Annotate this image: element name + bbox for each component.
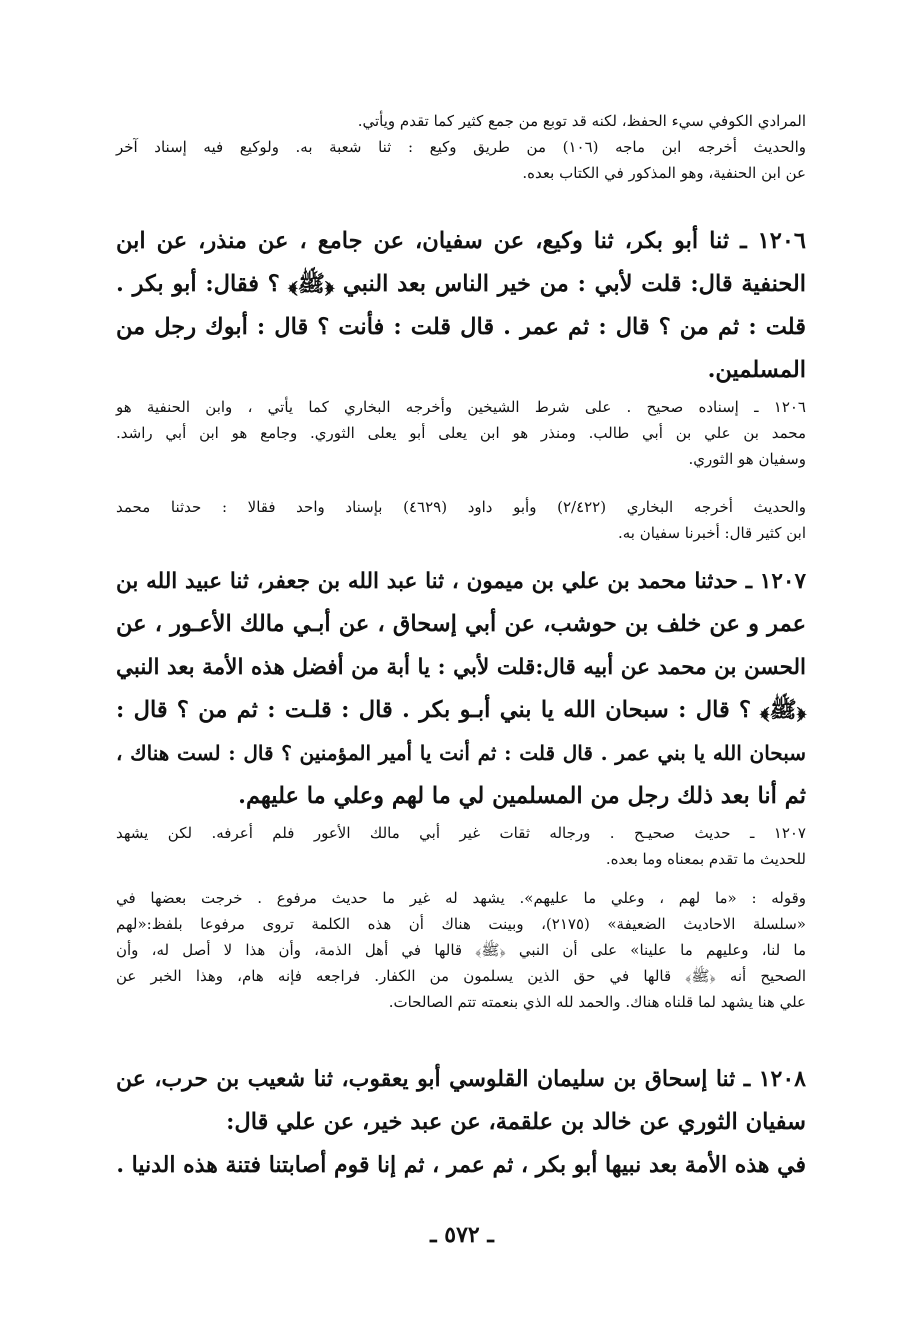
hadith-1207 — [116, 560, 806, 818]
text-line: وقوله : «ما لهم ، وعلي ما عليهم». يشهد له غير ما حديث مرفوع . خرجت بعضها في — [116, 889, 806, 907]
text-line: ١٢٠٦ ـ ثنا أبو بكر، ثنا وكيع، عن سفيان، عن جامع ، عن منذر، عن ابن — [116, 228, 806, 254]
text-line: الحسن بن محمد عن أبيه قال:قلت لأبي : يا أبة من أفضل هذه الأمة بعد النبي — [116, 655, 806, 680]
text-line: المسلمين. — [707, 357, 806, 383]
text-line: في هذه الأمة بعد نبيها أبو بكر ، ثم عمر ، ثم إنا قوم أصابتنا فتنة هذه الدنيا . — [116, 1152, 806, 1178]
text-line: ثم أنا بعد ذلك رجل من المسلمين لي ما لهم وعلي ما عليهم. — [238, 783, 806, 809]
text-line: الحنفية قال: قلت لأبي : من خير الناس بعد النبي ﴿ﷺ﴾ ؟ فقال: أبو بكر . — [116, 271, 806, 297]
text-line: عن ابن الحنفية، وهو المذكور في الكتاب بعده. — [522, 164, 806, 182]
text-line: الصحيح أنه ﴿ﷺ﴾ قالها في حق الذين يسلمون من الكفار. فراجعه فإنه هام، وهذا الخبر عن — [116, 967, 806, 985]
text-line: قلت : ثم من ؟ قال : ثم عمر . قال قلت : فأنت ؟ قال : أبوك رجل من — [116, 314, 806, 340]
text-line: علي هنا يشهد لما قلناه هناك. والحمد لله الذي بنعمته تتم الصالحات. — [388, 993, 806, 1011]
text-line: سبحان الله يا بني عمر . قال قلت : ثم أنت يا أمير المؤمنين ؟ قال : لست هناك ، — [116, 741, 806, 765]
text-line: ما لنا، وعليهم ما علينا» على أن النبي ﴿ﷺ﴾ قالها في أهل الذمة، وأن هذا لا أصل له، وأن — [116, 941, 806, 959]
text-line: ابن كثير قال: أخبرنا سفيان به. — [617, 524, 806, 542]
text-line: والحديث أخرجه البخاري (٢/٤٢٢) وأبو داود (٤٦٢٩) بإسناد واحد فقالا : حدثنا محمد — [116, 498, 806, 516]
commentary-saying — [116, 885, 806, 1015]
text-line: ١٢٠٧ ـ حدثنا محمد بن علي بن ميمون ، ثنا عبد الله بن جعفر، ثنا عبيد الله بن — [116, 569, 806, 594]
text-line: ١٢٠٧ ـ حديث صحيـح . ورجاله ثقات غير أبي مالك الأعور فلم أعرفه. لكن يشهد — [116, 824, 806, 842]
commentary-1206-takhrij — [116, 494, 806, 546]
text-line: محمد بن علي بن أبي طالب. ومنذر هو ابن يعلى أبو يعلى الثوري. وجامع هو ابن أبي راشد. — [116, 424, 806, 442]
hadith-1208 — [116, 1058, 806, 1187]
text-line: وسفيان هو الثوري. — [688, 450, 806, 468]
text-line: عمر و عن خلف بن حوشب، عن أبي إسحاق ، عن أبـي مالك الأعـور ، عن — [116, 611, 806, 637]
text-line: والحديث أخرجه ابن ماجه (١٠٦) من طريق وكيع : ثنا شعبة به. ولوكيع فيه إسناد آخر — [116, 138, 806, 156]
text-line: ١٢٠٨ ـ ثنا إسحاق بن سليمان القلوسي أبو يعقوب، ثنا شعيب بن حرب، عن — [116, 1066, 806, 1092]
text-line: للحديث ما تقدم بمعناه وما بعده. — [605, 850, 806, 868]
commentary-1206 — [116, 394, 806, 472]
text-line: ١٢٠٦ ـ إسناده صحيح . على شرط الشيخين وأخرجه البخاري كما يأتي ، وابن الحنفية هو — [116, 398, 806, 416]
text-line: «سلسلة الاحاديث الضعيفة» (٢١٧٥)، وبينت هناك أن هذه الكلمة تروى مرفوعا بلفظ:«لهم — [116, 915, 806, 933]
hadith-1206 — [116, 220, 806, 392]
note-block-1 — [116, 108, 806, 186]
text-line: ﴿ﷺ﴾ ؟ قال : سبحان الله يا بني أبـو بكر . قال : قلـت : ثم من ؟ قال : — [116, 697, 806, 723]
text-line: سفيان الثوري عن خالد بن علقمة، عن عبد خير، عن علي قال: — [226, 1109, 806, 1135]
text-line: المرادي الكوفي سيء الحفظ، لكنه قد توبع من جمع كثير كما تقدم ويأتي. — [357, 112, 806, 130]
page-number: ـ ٥٧٢ ـ — [430, 1222, 494, 1248]
commentary-1207 — [116, 820, 806, 872]
